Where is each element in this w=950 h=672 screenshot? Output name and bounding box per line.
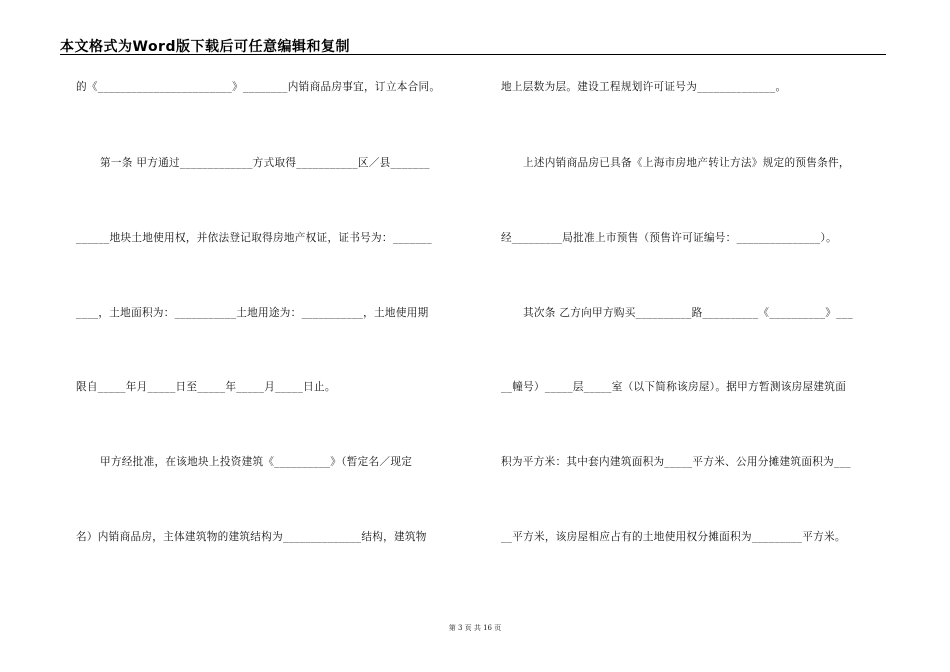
- right-line-3: 经_________局批准上市预售（预售许可证编号：_______________）。: [501, 232, 838, 244]
- right-line-7: __平方米，该房屋相应占有的土地使用权分摊面积为_________平方米。: [501, 531, 846, 543]
- right-line-4: 其次条 乙方向甲方购买__________路__________《__________》___: [523, 307, 853, 319]
- left-line-6: 甲方经批准，在该地块上投资建筑《__________》（暂定名／现定: [100, 456, 413, 468]
- left-line-3: ______地块土地使用权，并依法登记取得房地产权证，证书号为：_______: [76, 232, 432, 244]
- right-line-6: 积为平方米：其中套内建筑面积为_____平方米、公用分摊建筑面积为___: [501, 456, 851, 468]
- left-line-7: 名）内销商品房，主体建筑物的建筑结构为______________结构，建筑物: [76, 531, 427, 543]
- left-line-5: 限自_____年月_____日至_____年_____月_____日止。: [76, 381, 336, 393]
- left-line-4: ____，土地面积为：___________土地用途为：___________，土地使用期: [76, 307, 429, 319]
- header-divider: [60, 54, 886, 55]
- right-line-2: 上述内销商品房已具备《上海市房地产转让方法》规定的预售条件，: [523, 157, 850, 169]
- page-header-title: 本文格式为Word版下载后可任意编辑和复制: [60, 39, 350, 55]
- right-line-5: __幢号）_____层_____室（以下简称该房屋）。据甲方暂测该房屋建筑面: [501, 381, 847, 393]
- page-footer: 第 3 页 共 16 页: [448, 624, 502, 632]
- left-line-2: 第一条 甲方通过_____________方式取得___________区／县_______: [100, 157, 430, 169]
- right-line-1: 地上层数为层。建设工程规划许可证号为______________。: [501, 81, 787, 93]
- left-line-1: 的《________________________》________内销商品房事宜，订立本合同。: [76, 81, 441, 93]
